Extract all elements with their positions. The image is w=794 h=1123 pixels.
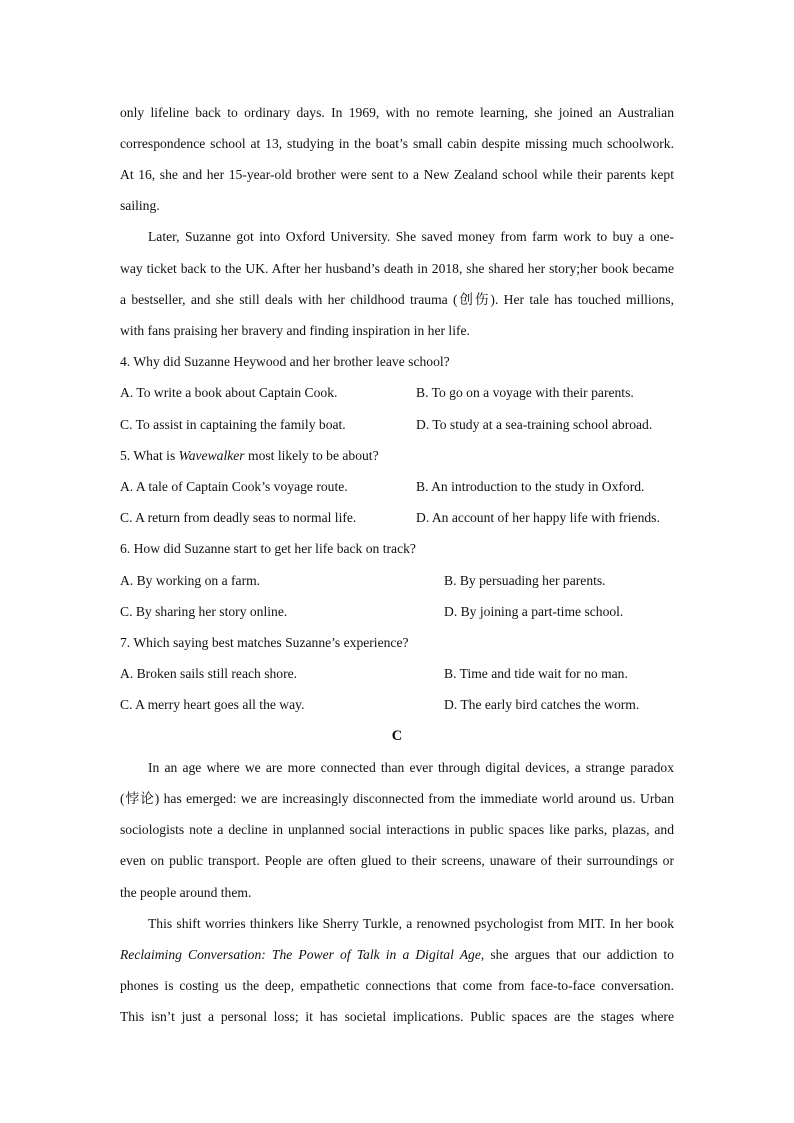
question-stem-text: most likely to be about?	[244, 448, 379, 463]
passage-line: phones is costing us the deep, empathetic connections that come from face-to-face conversation.	[120, 978, 674, 993]
answer-option[interactable]: B. To go on a voyage with their parents.	[416, 385, 634, 400]
passage-text: , she argues that our addiction to	[480, 947, 674, 962]
answer-option[interactable]: C. By sharing her story online.	[120, 604, 288, 619]
answer-option[interactable]: D. An account of her happy life with friends.	[416, 510, 660, 525]
section-heading: C	[391, 728, 403, 744]
answer-option[interactable]: A. By working on a farm.	[120, 573, 261, 588]
passage-line: the people around them.	[120, 885, 252, 900]
answer-option[interactable]: A. Broken sails still reach shore.	[120, 666, 298, 681]
answer-option[interactable]: D. By joining a part-time school.	[444, 604, 624, 619]
answer-option[interactable]: B. By persuading her parents.	[444, 573, 606, 588]
passage-line: only lifeline back to ordinary days. In 1969, with no remote learning, she joined an Australian	[120, 105, 674, 120]
passage-line: At 16, she and her 15-year-old brother were sent to a New Zealand school while their parents kept	[120, 167, 674, 182]
answer-option[interactable]: C. A merry heart goes all the way.	[120, 697, 305, 712]
answer-option[interactable]: B. Time and tide wait for no man.	[444, 666, 628, 681]
book-title: Reclaiming Conversation: The Power of Talk in a Digital Age	[120, 947, 481, 962]
book-title: Wavewalker	[178, 448, 245, 463]
passage-line: with fans praising her bravery and finding inspiration in her life.	[120, 323, 470, 338]
passage-line: This shift worries thinkers like Sherry Turkle, a renowned psychologist from MIT. In her book	[148, 916, 674, 931]
question-stem: 6. How did Suzanne start to get her life back on track?	[120, 541, 416, 556]
passage-line: In an age where we are more connected than ever through digital devices, a strange paradox	[148, 760, 674, 775]
passage-line: (悖论) has emerged: we are increasingly disconnected from the immediate world around us. Urban	[120, 791, 674, 806]
answer-option[interactable]: B. An introduction to the study in Oxford.	[416, 479, 645, 494]
passage-line: Later, Suzanne got into Oxford University. She saved money from farm work to buy a one-	[148, 229, 674, 244]
question-stem	[120, 447, 379, 465]
answer-option[interactable]: A. A tale of Captain Cook’s voyage route.	[120, 479, 348, 494]
passage-line: way ticket back to the UK. After her husband’s death in 2018, she shared her story;her book became	[120, 261, 674, 276]
answer-option[interactable]: D. To study at a sea-training school abroad.	[416, 417, 653, 432]
passage-line: a bestseller, and she still deals with her childhood trauma (创伤). Her tale has touched millions,	[120, 292, 674, 307]
passage-line	[120, 946, 674, 964]
passage-line: even on public transport. People are often glued to their screens, unaware of their surroundings or	[120, 853, 674, 868]
passage-line: sailing.	[120, 198, 160, 213]
question-stem: 7. Which saying best matches Suzanne’s experience?	[120, 635, 409, 650]
answer-option[interactable]: C. To assist in captaining the family boat.	[120, 417, 346, 432]
passage-line: This isn’t just a personal loss; it has societal implications. Public spaces are the stages where	[120, 1009, 674, 1024]
passage-line: sociologists note a decline in unplanned social interactions in public spaces like parks, plazas, and	[120, 822, 674, 837]
answer-option[interactable]: D. The early bird catches the worm.	[444, 697, 640, 712]
answer-option[interactable]: A. To write a book about Captain Cook.	[120, 385, 338, 400]
question-stem-text: 5. What is	[120, 448, 179, 463]
answer-option[interactable]: C. A return from deadly seas to normal life.	[120, 510, 357, 525]
question-stem: 4. Why did Suzanne Heywood and her brother leave school?	[120, 354, 450, 369]
passage-line: correspondence school at 13, studying in the boat’s small cabin despite missing much schoolwork.	[120, 136, 674, 151]
